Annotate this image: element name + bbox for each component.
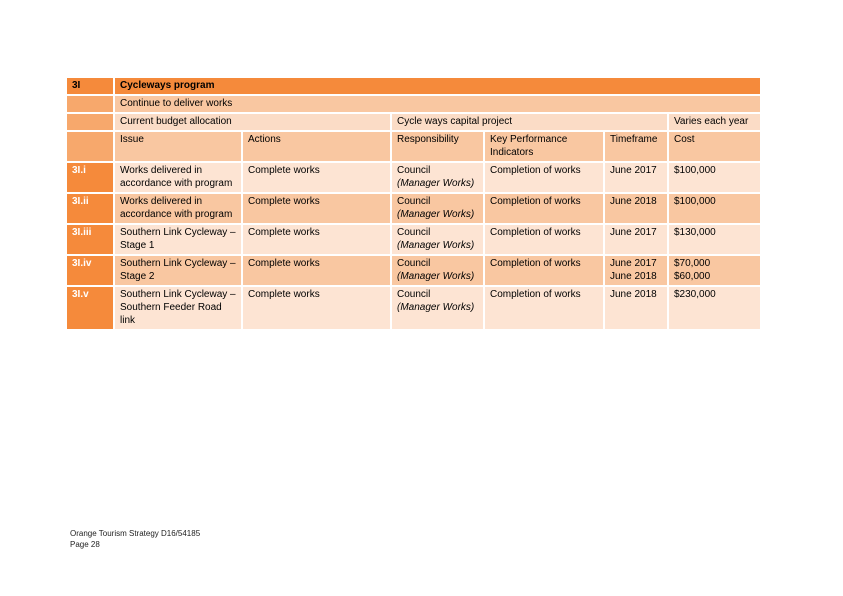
row-cost	[669, 256, 760, 287]
header-cost: Cost	[669, 132, 760, 163]
table-row	[67, 256, 760, 287]
header-kpi: Key Performance Indicators	[485, 132, 605, 163]
cost-value: $70,000	[674, 258, 711, 269]
row-issue: Southern Link Cycleway – Stage 2	[115, 256, 243, 287]
budget-label: Current budget allocation	[115, 114, 392, 132]
row-timeframe	[605, 163, 669, 194]
footer-document: Orange Tourism Strategy D16/54185	[70, 529, 201, 538]
resp-detail: (Manager Works)	[397, 178, 475, 189]
resp-detail: (Manager Works)	[397, 271, 475, 282]
resp-detail: (Manager Works)	[397, 302, 475, 313]
table-row	[67, 225, 760, 256]
timeframe-value: June 2018	[610, 196, 657, 207]
resp-name: Council	[397, 165, 431, 176]
cost-value: $100,000	[674, 165, 716, 176]
table-row	[67, 163, 760, 194]
blank-id-cell	[67, 96, 115, 114]
row-responsibility	[392, 194, 485, 225]
timeframe-value: June 2017	[610, 227, 657, 238]
row-id: 3I.iii	[67, 225, 115, 256]
row-action: Complete works	[243, 194, 392, 225]
resp-name: Council	[397, 258, 431, 269]
row-cost	[669, 194, 760, 225]
row-action: Complete works	[243, 225, 392, 256]
resp-detail: (Manager Works)	[397, 209, 475, 220]
row-action: Complete works	[243, 287, 392, 331]
row-timeframe	[605, 256, 669, 287]
timeframe-value: June 2017	[610, 258, 657, 269]
row-kpi: Completion of works	[485, 163, 605, 194]
row-responsibility	[392, 256, 485, 287]
row-kpi: Completion of works	[485, 225, 605, 256]
row-timeframe	[605, 225, 669, 256]
blank-id-cell	[67, 114, 115, 132]
table-row	[67, 194, 760, 225]
row-action: Complete works	[243, 256, 392, 287]
row-timeframe	[605, 194, 669, 225]
cost-value: $130,000	[674, 227, 716, 238]
budget-note: Varies each year	[669, 114, 760, 132]
resp-name: Council	[397, 196, 431, 207]
section-title: Cycleways program	[115, 78, 760, 96]
row-kpi: Completion of works	[485, 194, 605, 225]
cost-value-2: $60,000	[674, 271, 711, 282]
header-actions: Actions	[243, 132, 392, 163]
header-responsibility: Responsibility	[392, 132, 485, 163]
budget-project: Cycle ways capital project	[392, 114, 669, 132]
row-id: 3I.i	[67, 163, 115, 194]
row-responsibility	[392, 225, 485, 256]
row-id: 3I.v	[67, 287, 115, 331]
intro-text: Continue to deliver works	[115, 96, 760, 114]
section-id: 3I	[67, 78, 115, 96]
row-id: 3I.iv	[67, 256, 115, 287]
resp-name: Council	[397, 227, 431, 238]
cycleways-table	[67, 78, 760, 331]
timeframe-value-2: June 2018	[610, 271, 657, 282]
timeframe-value: June 2017	[610, 165, 657, 176]
row-cost	[669, 163, 760, 194]
row-id: 3I.ii	[67, 194, 115, 225]
blank-id-cell	[67, 132, 115, 163]
cost-value: $100,000	[674, 196, 716, 207]
row-issue: Southern Link Cycleway – Stage 1	[115, 225, 243, 256]
row-responsibility	[392, 287, 485, 331]
row-responsibility	[392, 163, 485, 194]
table-row	[67, 287, 760, 331]
cost-value: $230,000	[674, 289, 716, 300]
row-action: Complete works	[243, 163, 392, 194]
row-cost	[669, 287, 760, 331]
resp-name: Council	[397, 289, 431, 300]
row-kpi: Completion of works	[485, 287, 605, 331]
resp-detail: (Manager Works)	[397, 240, 475, 251]
timeframe-value: June 2018	[610, 289, 657, 300]
row-issue: Works delivered in accordance with program	[115, 194, 243, 225]
row-kpi: Completion of works	[485, 256, 605, 287]
footer-page-number: Page 28	[70, 540, 100, 549]
row-issue: Southern Link Cycleway – Southern Feeder Road link	[115, 287, 243, 331]
page-footer	[70, 528, 200, 550]
header-timeframe: Timeframe	[605, 132, 669, 163]
header-issue: Issue	[115, 132, 243, 163]
row-timeframe	[605, 287, 669, 331]
row-cost	[669, 225, 760, 256]
row-issue: Works delivered in accordance with program	[115, 163, 243, 194]
